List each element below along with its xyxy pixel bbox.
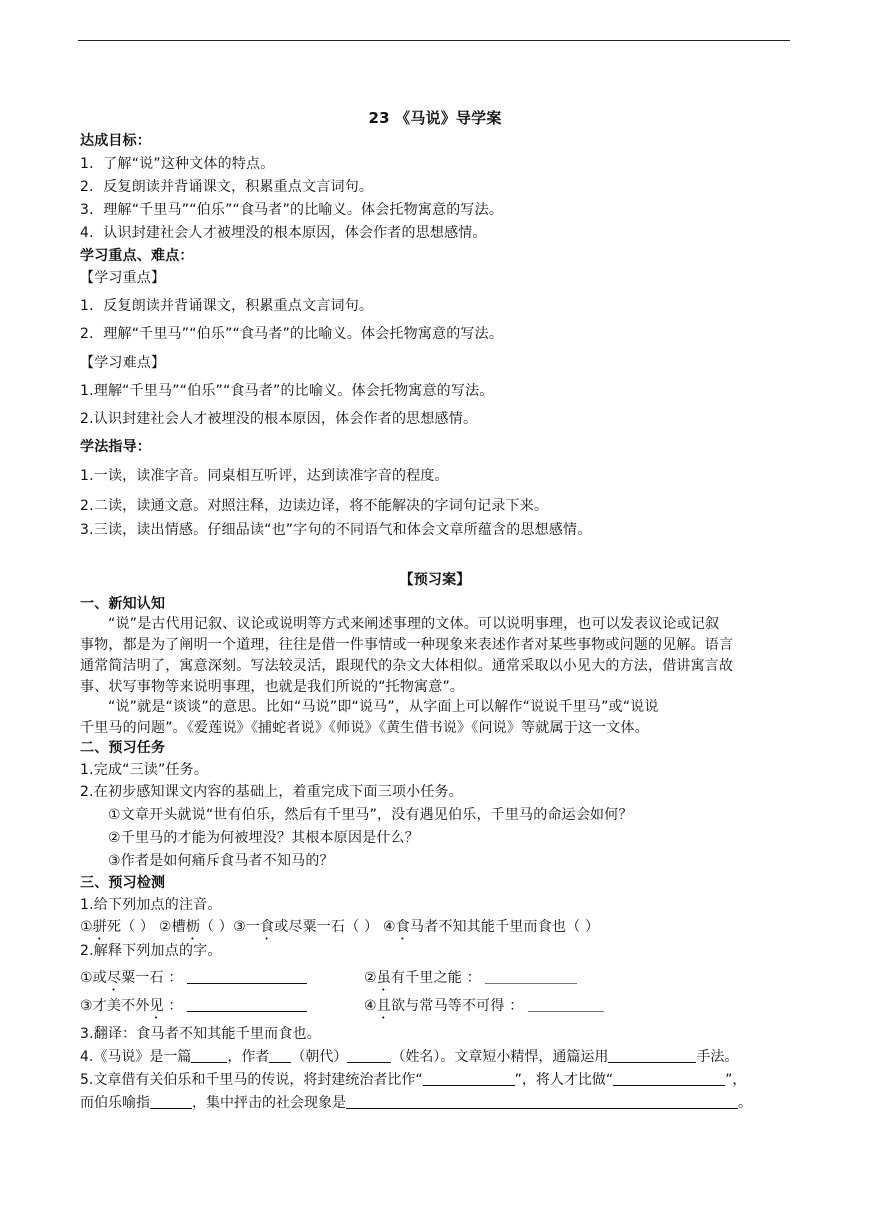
- goals-heading: 达成目标：: [80, 133, 151, 149]
- method-item: 3.三读，读出情感。仔细品读“也”字句的不同语气和体会文章所蕴含的思想感情。: [80, 522, 592, 538]
- body-paragraph-line: 千里马的问题”。《爱莲说》《捕蛇者说》《师说》《黄生借书说》《问说》等就属于这一文体。: [80, 720, 649, 736]
- answer-blank[interactable]: [187, 997, 307, 1012]
- fill-question-5-cont: 而伯乐喻指 ，集中抨击的社会现象是 。: [80, 1095, 752, 1111]
- answer-blank[interactable]: [485, 969, 577, 984]
- pinyin-item: ①骈死（ ）: [80, 919, 155, 935]
- goal-item: 1．了解“说”这种文体的特点。: [80, 156, 275, 172]
- task-subitem: ①文章开头就说“世有伯乐，然后有千里马”，没有遇见伯乐，千里马的命运会如何？: [108, 807, 633, 823]
- answer-blank[interactable]: [346, 1094, 738, 1109]
- body-paragraph-line: 事、状写事物等来说明事理，也就是我们所说的“托物寓意”。: [80, 679, 465, 695]
- pinyin-item: ②槽枥（ ）: [158, 919, 234, 935]
- focus-label: 【学习重点】: [80, 270, 166, 286]
- explain-item: ③才美不外见 ：: [80, 996, 307, 1022]
- section-heading: 三、预习检测: [80, 875, 166, 891]
- method-item: 2.二读，读通文意。对照注释，边读边译，将不能解决的字词句记录下来。: [80, 498, 549, 514]
- pinyin-item: ③一食或尽粟一石（ ）: [233, 919, 379, 935]
- body-paragraph-line: “说”就是“谈谈”的意思。比如“马说”即“说马”，从字面上可以解作“说说千里马”或“说说: [108, 699, 659, 715]
- method-item: 1.一读，读准字音。同桌相互听评，达到读准字音的程度。: [80, 468, 449, 484]
- goal-item: 2．反复朗读并背诵课文，积累重点文言词句。: [80, 179, 374, 195]
- focus-item: 2．理解“千里马”“伯乐”“食马者”的比喻义。体会托物寓意的写法。: [80, 326, 504, 342]
- answer-blank[interactable]: [528, 997, 604, 1012]
- question-stem: 1.给下列加点的注音。: [80, 897, 222, 913]
- body-paragraph-line: 事物，都是为了阐明一个道理，往往是借一件事情或一种现象来表述作者对某些事物或问题的见解。语言: [80, 637, 734, 653]
- keys-heading: 学习重点、难点：: [80, 248, 194, 264]
- answer-blank[interactable]: [608, 1048, 696, 1063]
- pinyin-question-row: [80, 917, 790, 943]
- explain-item: ④且欲与常马等不可得 ：: [364, 996, 604, 1022]
- goal-item: 4．认识封建社会人才被埋没的根本原因，体会作者的思想感情。: [80, 225, 487, 241]
- body-paragraph-line: “说”是古代用记叙、议论或说明等方式来阐述事理的文体。可以说明事理，也可以发表议论或记叙: [108, 616, 720, 632]
- answer-blank[interactable]: [347, 1048, 391, 1063]
- task-subitem: ③作者是如何痛斥食马者不知马的？: [108, 853, 334, 869]
- task-item: 2.在初步感知课文内容的基础上，着重完成下面三项小任务。: [80, 784, 463, 800]
- task-subitem: ②千里马的才能为何被埋没？其根本原因是什么？: [108, 830, 419, 846]
- answer-blank[interactable]: [150, 1094, 192, 1109]
- explain-item: ①或尽粟一石 ：: [80, 968, 307, 994]
- header-rule: [78, 40, 790, 41]
- fill-question-4: 4.《马说》是一篇 ，作者 （朝代） （姓名）。文章短小精悍，通篇运用 手法。: [80, 1049, 739, 1065]
- answer-blank[interactable]: [191, 1048, 227, 1063]
- focus-item: 1．反复朗读并背诵课文，积累重点文言词句。: [80, 298, 374, 314]
- page-title: 23 《马说》导学案: [368, 109, 502, 127]
- fill-question-5: 5.文章借有关伯乐和千里马的传说，将封建统治者比作“ ”，将人才比做“ ”，: [80, 1072, 747, 1088]
- difficulty-item: 1.理解“千里马”“伯乐”“食马者”的比喻义。体会托物寓意的写法。: [80, 383, 494, 399]
- answer-blank[interactable]: [269, 1048, 291, 1063]
- body-paragraph-line: 通常简洁明了，寓意深刻。写法较灵活，跟现代的杂文大体相似。通常采取以小见大的方法，借讲寓言故: [80, 658, 734, 674]
- preview-heading: 【预习案】: [399, 572, 471, 588]
- difficulty-item: 2.认识封建社会人才被埋没的根本原因，体会作者的思想感情。: [80, 411, 478, 427]
- answer-blank[interactable]: [423, 1071, 515, 1086]
- method-heading: 学法指导：: [80, 439, 151, 455]
- explain-item: ②虽有千里之能 ：: [364, 968, 577, 994]
- section-heading: 一、新知认知: [80, 596, 166, 612]
- task-item: 1.完成“三读”任务。: [80, 762, 209, 778]
- difficulty-label: 【学习难点】: [80, 355, 166, 371]
- section-heading: 二、预习任务: [80, 740, 166, 756]
- translate-question: 3.翻译：食马者不知其能千里而食也。: [80, 1026, 321, 1042]
- question-stem: 2.解释下列加点的字。: [80, 943, 222, 959]
- pinyin-item: ④食马者不知其能千里而食也（ ）: [382, 919, 600, 935]
- answer-blank[interactable]: [187, 969, 307, 984]
- goal-item: 3．理解“千里马”“伯乐”“食马者”的比喻义。体会托物寓意的写法。: [80, 202, 504, 218]
- answer-blank[interactable]: [613, 1071, 725, 1086]
